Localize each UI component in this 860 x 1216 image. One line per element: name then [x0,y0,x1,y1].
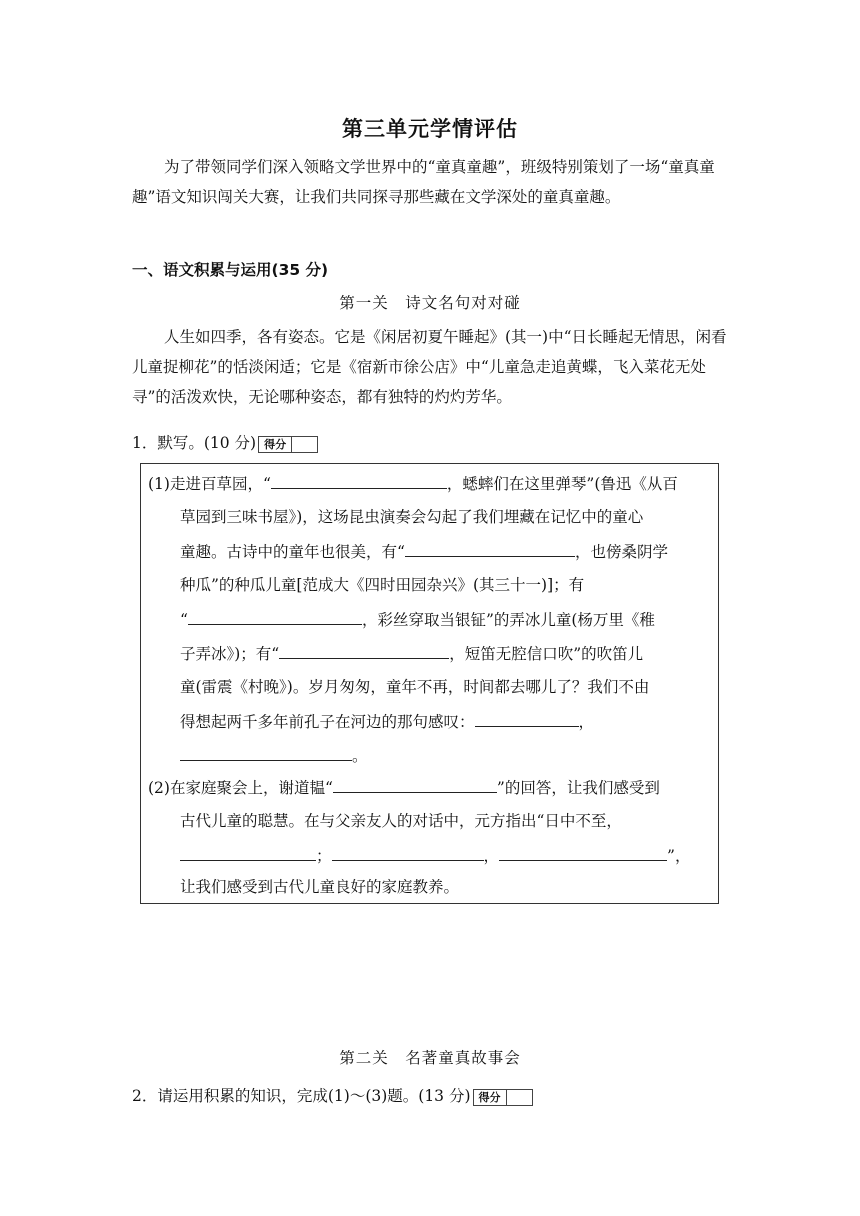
box-line-1 [148,472,678,495]
box-line-13: 让我们感受到古代儿童良好的家庭教养。 [180,878,460,896]
box-line-6 [180,642,643,665]
question-2-text: 2．请运用积累的知识，完成(1)～(3)题。(13 分) [132,1087,471,1105]
level-1-paragraph: 人生如四季，各有姿态。它是《闲居初夏午睡起》(其一)中“日长睡起无情思，闲看儿童捉柳花”的恬淡闲适；它是《宿新市徐公店》中“儿童急走追黄蝶，飞入菜花无处寻”的活泼欢快，无论哪种姿态，都有独特的灼灼芳华。 [132,328,727,406]
box-line-7: 童(雷震《村晚》)。岁月匆匆，童年不再，时间都去哪儿了？我们不由 [180,678,650,696]
box-line-11: 古代儿童的聪慧。在与父亲友人的对话中，元方指出“日中不至， [180,812,622,830]
text: 子弄冰》)；有“ [180,645,280,663]
text: ， [578,713,595,731]
answer-blank[interactable] [475,710,579,727]
question-2 [132,1085,533,1107]
question-1-text: 1．默写。(10 分) [132,434,257,452]
answer-blank[interactable] [188,608,362,625]
answer-blank[interactable] [180,844,316,861]
answer-blank[interactable] [333,776,497,793]
text: 得想起两千多年前孔子在河边的那句感叹： [180,713,475,731]
intro-paragraph: 为了带领同学们深入领略文学世界中的“童真童趣”，班级特别策划了一场“童真童趣”语文知识闯关大赛，让我们共同探寻那些藏在文学深处的童真童趣。 [132,158,715,206]
text: “ [180,611,188,629]
box-line-8 [180,710,594,733]
text: 童趣。古诗中的童年也很美，有“ [180,543,405,561]
text: (1)走进百草园，“ [148,475,271,493]
text: ，蟋蟀们在这里弹琴”(鲁迅《从百 [446,475,678,493]
answer-blank[interactable] [279,642,449,659]
score-label: 得分 [474,1090,507,1105]
level-1-title: 第一关 诗文名句对对碰 [339,294,521,312]
box-line-10 [148,776,660,799]
answer-blank[interactable] [180,744,352,761]
text: ，也傍桑阴学 [574,543,668,561]
text: 。 [352,747,368,765]
text: ，短笛无腔信口吹”的吹笛儿 [449,645,644,663]
box-line-2: 草园到三味书屋》)，这场昆虫演奏会勾起了我们埋藏在记忆中的童心 [180,508,644,526]
box-line-12 [180,844,690,867]
page-title: 第三单元学情评估 [342,117,518,141]
box-line-5 [180,608,655,631]
answer-blank[interactable] [332,844,484,861]
score-box[interactable] [473,1089,533,1106]
text: ”， [667,847,691,865]
score-label: 得分 [259,437,292,452]
text: ”的回答，让我们感受到 [496,779,660,797]
answer-blank[interactable] [499,844,667,861]
answer-blank[interactable] [405,540,575,557]
section-heading-1: 一、语文积累与运用(35 分) [132,261,329,279]
box-line-3 [180,540,668,563]
box-line-9 [180,744,368,767]
text: (2)在家庭聚会上，谢道韫“ [148,779,333,797]
text: ，彩丝穿取当银钲”的弄冰儿童(杨万里《稚 [361,611,655,629]
text: ， [483,847,500,865]
box-line-4: 种瓜”的种瓜儿童[范成大《四时田园杂兴》(其三十一)]；有 [180,576,585,594]
score-box[interactable] [258,436,318,453]
text: ； [316,847,332,865]
level-2-title: 第二关 名著童真故事会 [339,1049,521,1067]
answer-blank[interactable] [271,472,447,489]
question-1 [132,432,318,454]
